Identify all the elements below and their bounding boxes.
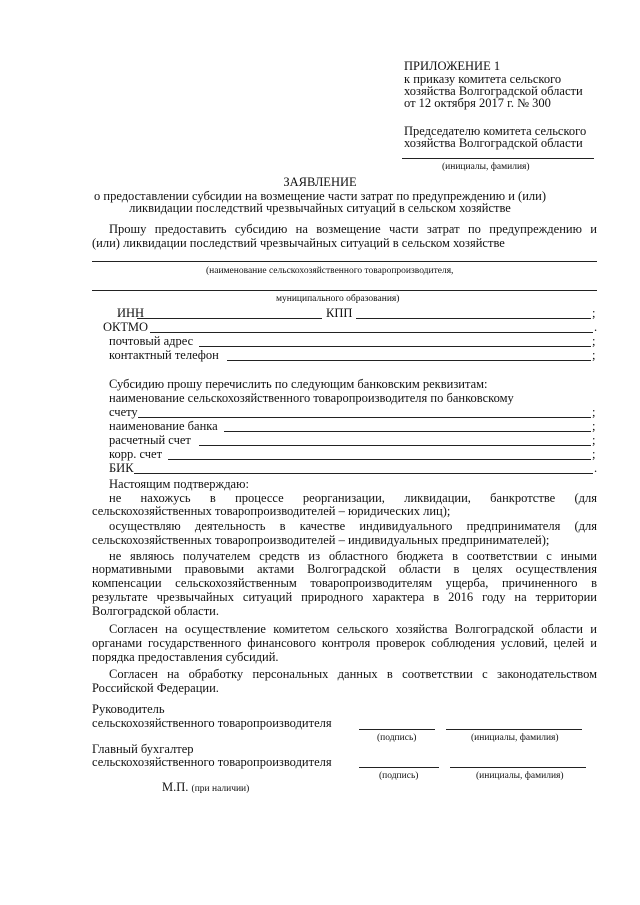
corr-field[interactable] — [168, 459, 591, 460]
stamp-label — [162, 780, 249, 795]
settlement-field[interactable] — [199, 445, 591, 446]
confirm-line: не нахожусь в процессе реорганизации, ликвидации, банкротстве (для — [109, 491, 597, 505]
addressee-line: хозяйства Волгоградской области — [404, 136, 583, 150]
name-caption: (инициалы, фамилия) — [476, 771, 564, 781]
accountant-title: Главный бухгалтер — [92, 742, 194, 756]
confirm-line: компенсации сельскохозяйственным товаропроизводителям ущерба, причиненного в — [92, 576, 597, 590]
appendix-title: ПРИЛОЖЕНИЕ 1 — [404, 59, 501, 73]
dot: . — [594, 461, 598, 475]
municipality-line[interactable] — [92, 290, 597, 291]
bik-field[interactable] — [134, 473, 593, 474]
appendix-line: хозяйства Волгоградской области — [404, 84, 583, 98]
head-name-field[interactable] — [446, 729, 582, 730]
postal-address-label: почтовый адрес — [109, 334, 194, 348]
confirm-line: результате чрезвычайных ситуаций природного характера в 2016 году на территории — [92, 590, 597, 604]
confirm-line: нормативными правовыми актами Волгоградской области в целях осуществления — [92, 562, 597, 576]
oktmo-label: ОКТМО — [103, 320, 148, 334]
consent-line: Согласен на осуществление комитетом сельского хозяйства Волгоградской области и — [109, 622, 597, 636]
consent-line: Согласен на обработку персональных данных в соответствии с законодательством — [109, 667, 597, 681]
addressee-line: Председателю комитета сельского — [404, 124, 587, 138]
semicolon: ; — [592, 306, 596, 320]
account-label: счету — [109, 405, 138, 419]
contact-phone-label: контактный телефон — [109, 348, 219, 362]
bank-intro: Субсидию прошу перечислить по следующим банковским реквизитам: — [109, 377, 488, 391]
signature-caption: (подпись) — [377, 733, 417, 743]
confirm-line: сельскохозяйственных товаропроизводителей – индивидуальных предпринимателей); — [92, 533, 550, 547]
request-caption: (наименование сельскохозяйственного товаропроизводителя, — [206, 266, 454, 276]
request-caption: муниципального образования) — [276, 294, 400, 304]
corr-label: корр. счет — [109, 447, 163, 461]
confirm-line: Волгоградской области. — [92, 604, 219, 618]
consent-line: порядка предоставления субсидий. — [92, 650, 279, 664]
accountant-name-field[interactable] — [450, 767, 586, 768]
appendix-line: от 12 октября 2017 г. № 300 — [404, 96, 551, 110]
document-title: ЗАЯВЛЕНИЕ — [283, 175, 357, 189]
accountant-signature-field[interactable] — [359, 767, 439, 768]
stamp-mark: М.П. — [162, 780, 189, 794]
confirm-line: сельскохозяйственных товаропроизводителей – юридических лиц); — [92, 504, 451, 518]
heading-line: ликвидации последствий чрезвычайных ситуаций в сельском хозяйстве — [129, 201, 511, 215]
dot: . — [594, 320, 598, 334]
settlement-label: расчетный счет — [109, 433, 191, 447]
bank-name-label: наименование банка — [109, 419, 218, 433]
bik-label: БИК — [109, 461, 134, 475]
stamp-note: (при наличии) — [191, 784, 250, 794]
heading-line: о предоставлении субсидии на возмещение части затрат по предупреждению и (или) — [94, 189, 546, 203]
bank-name-text: наименование сельскохозяйственного товаропроизводителя по банковскому — [109, 391, 514, 405]
semicolon: ; — [592, 433, 596, 447]
semicolon: ; — [592, 447, 596, 461]
inn-field[interactable] — [137, 318, 322, 319]
accountant-title: сельскохозяйственного товаропроизводителя — [92, 755, 332, 769]
consent-line: органами государственного финансового контроля проверок соблюдения условий, целей и — [92, 636, 597, 650]
applicant-name-line[interactable] — [92, 261, 597, 262]
appendix-line: к приказу комитета сельского — [404, 72, 562, 86]
semicolon: ; — [592, 419, 596, 433]
request-line: Прошу предоставить субсидию на возмещение части затрат по предупреждению и — [109, 222, 597, 236]
request-line: (или) ликвидации последствий чрезвычайных ситуаций в сельском хозяйстве — [92, 236, 505, 250]
confirm-line: не являюсь получателем средств из областного бюджета в соответствии с иными — [109, 549, 597, 563]
kpp-field[interactable] — [356, 318, 591, 319]
addressee-caption: (инициалы, фамилия) — [442, 162, 530, 172]
inn-label: ИНН — [117, 306, 145, 320]
confirm-title: Настоящим подтверждаю: — [109, 477, 249, 491]
consent-line: Российской Федерации. — [92, 681, 219, 695]
signature-caption: (подпись) — [379, 771, 419, 781]
account-field[interactable] — [138, 417, 591, 418]
bank-name-field[interactable] — [224, 431, 591, 432]
oktmo-field[interactable] — [150, 332, 593, 333]
postal-address-field[interactable] — [199, 346, 591, 347]
confirm-line: осуществляю деятельность в качестве индивидуального предпринимателя (для — [109, 519, 597, 533]
addressee-name-line[interactable] — [402, 158, 594, 159]
head-signature-field[interactable] — [359, 729, 435, 730]
name-caption: (инициалы, фамилия) — [471, 733, 559, 743]
head-title: Руководитель — [92, 702, 165, 716]
semicolon: ; — [592, 334, 596, 348]
contact-phone-field[interactable] — [227, 360, 591, 361]
semicolon: ; — [592, 348, 596, 362]
semicolon: ; — [592, 405, 596, 419]
kpp-label: КПП — [326, 306, 353, 320]
head-title: сельскохозяйственного товаропроизводителя — [92, 716, 332, 730]
